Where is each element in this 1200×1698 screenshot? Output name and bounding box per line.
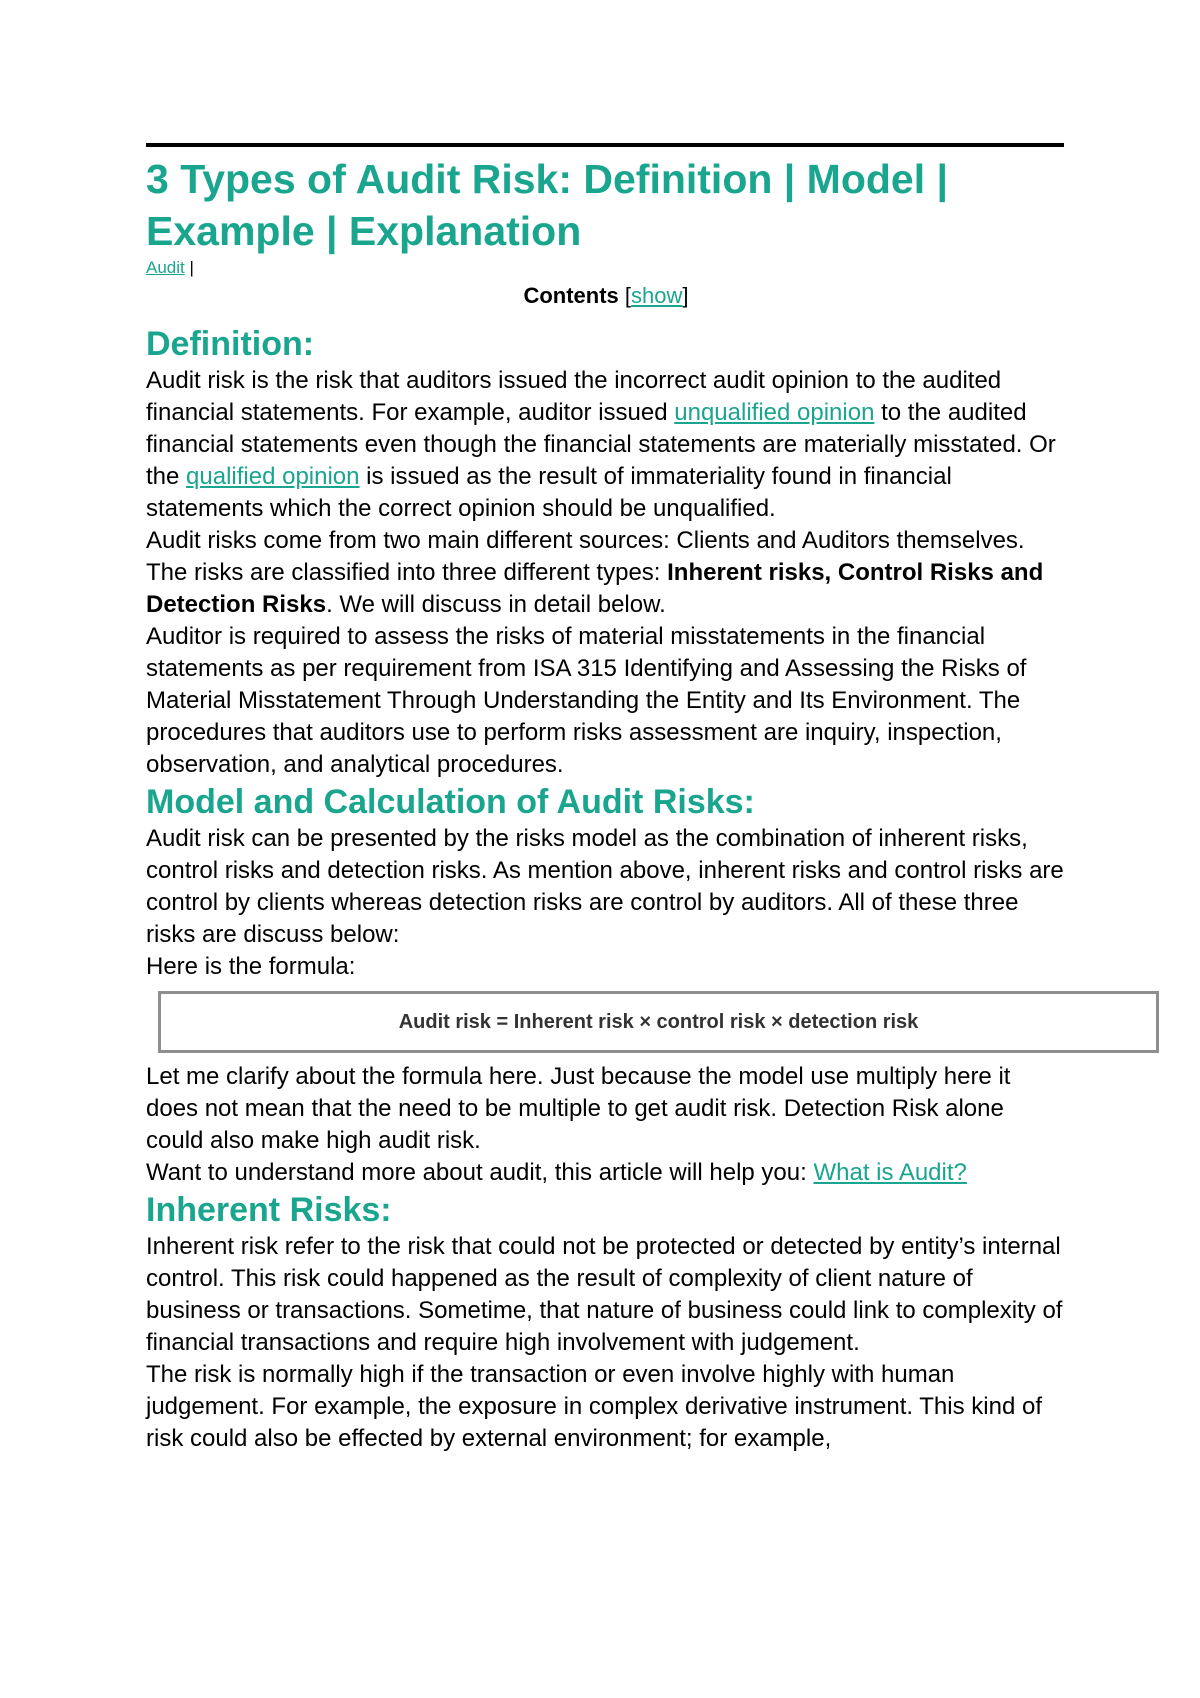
heading-inherent-risks: Inherent Risks: [146,1191,392,1229]
definition-p2-bold: Inherent risks, Control Risks and Detection Risks [146,559,1044,618]
category-link-audit[interactable]: Audit [146,258,185,277]
category-separator: | [184,258,194,277]
link-qualified-opinion[interactable]: qualified opinion [186,463,360,490]
definition-paragraph-3: Auditor is required to assess the risks of material misstatements in the financial statements as per requirement from ISA 315 Identifying and Assessing the Risks of Material Misstatement Through Understanding the Entity and Its Environment. The procedures that auditors use to perform risks assessment are inquiry, inspection, observation, and analytical procedures. [146,623,1027,778]
link-what-is-audit[interactable]: What is Audit? [813,1159,967,1186]
contents-open-bracket: [ [618,283,632,308]
contents-close-bracket: ] [682,283,689,308]
inherent-paragraph-1: Inherent risk refer to the risk that could not be protected or detected by entity’s internal control. This risk could happened as the result of complexity of client nature of business or transactions. Sometime, that nature of business could link to complexity of financial transactions and require high involvement with judgement. [146,1233,1063,1356]
definition-p1-text-c: is issued as the result of immateriality found in financial statements which the correct opinion should be unqualified. [146,463,952,522]
definition-p2-text-b: . We will discuss in detail below. [326,591,666,618]
formula-text: Audit risk = Inherent risk × control risk × detection risk [398,1010,919,1033]
definition-paragraph-1 [146,365,1066,525]
contents-label: Contents [523,283,619,308]
definition-p1-text-a: Audit risk is the risk that auditors issued the incorrect audit opinion to the audited financial statements. For example, auditor issued [146,367,1002,426]
document-page [146,143,1066,1455]
model-p4-text: Want to understand more about audit, this article will help you: [146,1159,814,1186]
table-of-contents [146,281,1066,311]
heading-model: Model and Calculation of Audit Risks: [146,783,755,821]
link-unqualified-opinion[interactable]: unqualified opinion [674,399,875,426]
inherent-paragraph-2: The risk is normally high if the transaction or even involve highly with human judgement. For example, the exposure in complex derivative instrument. This kind of risk could also be effected by external environment; for example, [146,1361,1042,1452]
definition-p1-text-b: to the audited financial statements even though the financial statements are materially misstated. Or the [146,399,1056,490]
heading-definition: Definition: [146,325,315,363]
model-paragraph-1: Audit risk can be presented by the risks model as the combination of inherent risks, control risks and detection risks. As mention above, inherent risks and control risks are control by clients whereas detection risks are control by auditors. All of these three risks are discuss below: [146,825,1064,948]
category-line [146,257,1066,279]
page-title: 3 Types of Audit Risk: Definition | Model | Example | Explanation [146,156,948,254]
definition-p2-text-a: Audit risks come from two main different sources: Clients and Auditors themselves. The risks are classified into three different types: [146,527,1025,586]
model-paragraph-4 [146,1157,1066,1189]
definition-paragraph-2 [146,525,1066,621]
top-rule [146,143,1064,147]
model-paragraph-2: Here is the formula: [146,953,356,980]
contents-show-toggle[interactable]: show [631,283,683,308]
formula-box [158,991,1159,1053]
model-paragraph-3: Let me clarify about the formula here. Just because the model use multiply here it does not mean that the need to be multiple to get audit risk. Detection Risk alone could also make high audit risk. [146,1063,1011,1154]
